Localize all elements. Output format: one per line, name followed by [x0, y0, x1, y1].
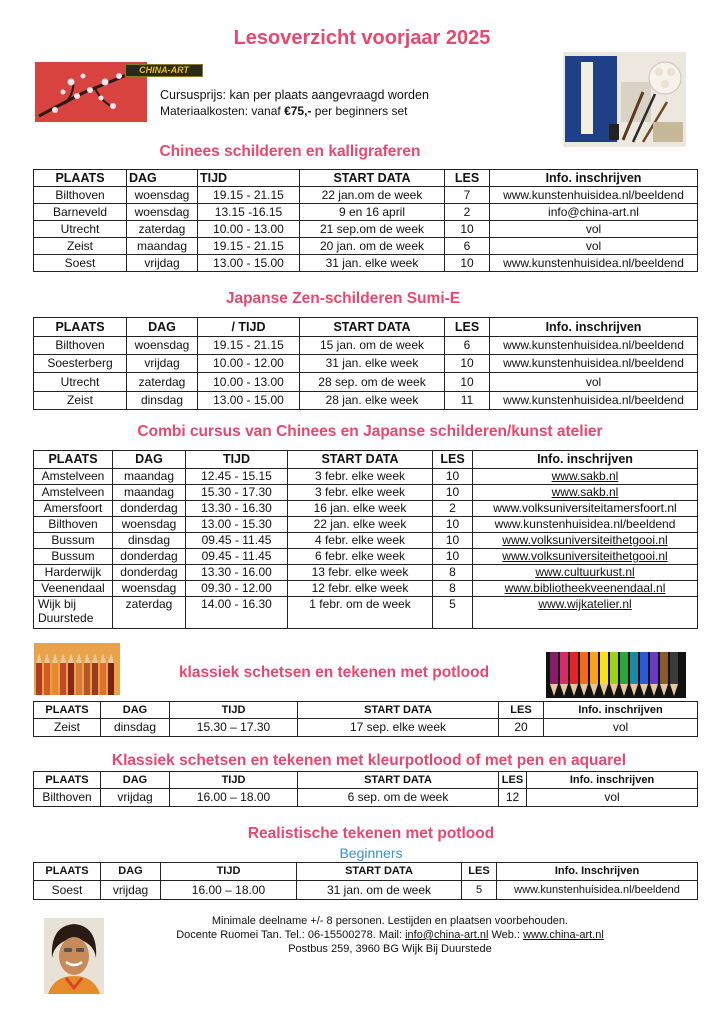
colored-pencils-icon [546, 652, 686, 698]
info-link[interactable]: www.kunstenhuisidea.nl/beeldend [473, 517, 698, 533]
col-dag: DAG [127, 170, 198, 187]
col-info: Info. inschrijven [544, 702, 698, 719]
table-row: Amstelveen maandag 15.30 - 17.30 3 febr. elke week 10 www.sakb.nl [34, 485, 698, 501]
col-plaats: PLAATS [34, 772, 101, 789]
col-dag: DAG [101, 772, 170, 789]
col-tijd: TIJD [170, 772, 298, 789]
table-row: Barneveld woensdag 13.15 -16.15 9 en 16 april 2 info@china-art.nl [34, 204, 698, 221]
info-link[interactable]: www.volksuniversiteithetgooi.nl [473, 533, 698, 549]
table-color-pencil [33, 771, 698, 807]
col-tijd: TIJD [170, 702, 298, 719]
website-link[interactable]: www.china-art.nl [523, 929, 604, 941]
col-plaats: PLAATS [34, 863, 101, 881]
portrait-icon [44, 918, 104, 994]
table-row: Soesterberg vrijdag 10.00 - 12.00 31 jan. elke week 10 www.kunstenhuisidea.nl/beeldend [34, 355, 698, 373]
info-link[interactable]: www.kunstenhuisidea.nl/beeldend [490, 187, 698, 204]
table-row: Bussum dinsdag 09.45 - 11.45 4 febr. elke week 10 www.volksuniversiteithetgooi.nl [34, 533, 698, 549]
table-chinese [33, 169, 698, 272]
info-link[interactable]: www.volksuniversiteithetgooi.nl [473, 549, 698, 565]
table-header-row [34, 318, 698, 337]
table-header-row [34, 451, 698, 469]
teacher-portrait [44, 918, 104, 994]
col-tijd: TIJD [161, 863, 297, 881]
col-les: LES [499, 772, 527, 789]
col-info: Info. inschrijven [490, 318, 698, 337]
table-row: Soest vrijdag 13.00 - 15.00 31 jan. elke week 10 www.kunstenhuisidea.nl/beeldend [34, 255, 698, 272]
section-subtitle-beginners: Beginners [339, 845, 403, 861]
info-link[interactable]: www.kunstenhuisidea.nl/beeldend [490, 392, 698, 410]
col-dag: DAG [113, 451, 186, 469]
table-row: Bilthoven woensdag 13.00 - 15.30 22 jan. elke week 10 www.kunstenhuisidea.nl/beeldend [34, 517, 698, 533]
table-row: Zeist dinsdag 15.30 – 17.30 17 sep. elke week 20 vol [34, 719, 698, 737]
col-plaats: PLAATS [34, 702, 101, 719]
col-les: LES [462, 863, 497, 881]
section-title-combi: Combi cursus van Chinees en Japanse schilderen/kunst atelier [137, 423, 603, 440]
col-plaats: PLAATS [34, 451, 113, 469]
col-tijd: / TIJD [198, 318, 300, 337]
table-row: Bilthoven woensdag 19.15 - 21.15 15 jan. om de week 6 www.kunstenhuisidea.nl/beeldend [34, 337, 698, 355]
col-dag: DAG [101, 863, 161, 881]
info-link[interactable]: www.wijkatelier.nl [473, 597, 698, 629]
table-header-row [34, 863, 698, 881]
info-link[interactable]: www.sakb.nl [473, 485, 698, 501]
col-dag: DAG [127, 318, 198, 337]
table-japanese [33, 317, 698, 410]
table-row: Bilthoven vrijdag 16.00 – 18.00 6 sep. om de week 12 vol [34, 789, 698, 807]
col-start: START DATA [298, 702, 499, 719]
table-row: Bilthoven woensdag 19.15 - 21.15 22 jan.om de week 7 www.kunstenhuisidea.nl/beeldend [34, 187, 698, 204]
section-title-color-pencil: Klassiek schetsen en tekenen met kleurpotlood of met pen en aquarel [111, 752, 627, 769]
table-header-row [34, 702, 698, 719]
brushes-icon [563, 52, 686, 147]
col-les: LES [445, 318, 490, 337]
table-row: Utrecht zaterdag 10.00 - 13.00 28 sep. om de week 10 vol [34, 373, 698, 392]
col-tijd: TIJD [186, 451, 288, 469]
page-title: Lesoverzicht voorjaar 2025 [233, 27, 491, 49]
table-row: Zeist dinsdag 13.00 - 15.00 28 jan. elke week 11 www.kunstenhuisidea.nl/beeldend [34, 392, 698, 410]
col-info: Info. Inschrijven [497, 863, 698, 881]
col-info: Info. inschrijven [490, 170, 698, 187]
footer [120, 914, 660, 956]
section-title-realistic: Realistische tekenen met potlood [247, 825, 495, 842]
col-start: START DATA [288, 451, 433, 469]
china-art-logo [125, 64, 203, 77]
table-combi [33, 450, 698, 629]
table-row: Soest vrijdag 16.00 – 18.00 31 jan. om de week 5 www.kunstenhuisidea.nl/beeldend [34, 881, 698, 900]
table-row: Bussum donderdag 09.45 - 11.45 6 febr. elke week 10 www.volksuniversiteithetgooi.nl [34, 549, 698, 565]
info-link[interactable]: www.kunstenhuisidea.nl/beeldend [497, 881, 698, 900]
col-plaats: PLAATS [34, 318, 127, 337]
course-price-line: Cursusprijs: kan per plaats aangevraagd worden [160, 88, 429, 102]
footer-line-2: Docente Ruomei Tan. Tel.: 06-15500278. Mail: info@china-art.nl Web.: www.china-art.nl [176, 929, 604, 941]
col-plaats: PLAATS [34, 170, 127, 187]
info-link[interactable]: www.cultuurkust.nl [473, 565, 698, 581]
table-row: Veenendaal woensdag 09.30 - 12.00 12 febr. elke week 8 www.bibliotheekveenendaal.nl [34, 581, 698, 597]
col-dag: DAG [101, 702, 170, 719]
info-link[interactable]: info@china-art.nl [490, 204, 698, 221]
calligraphy-tools-image [563, 52, 686, 147]
info-link[interactable]: www.bibliotheekveenendaal.nl [473, 581, 698, 597]
table-header-row [34, 772, 698, 789]
table-realistic [33, 862, 698, 900]
pencils-image-right [546, 652, 686, 698]
material-price: €75,- [284, 104, 312, 118]
table-row: Amstelveen maandag 12.45 - 15.15 3 febr. elke week 10 www.sakb.nl [34, 469, 698, 485]
col-start: START DATA [297, 863, 462, 881]
col-info: Info. inschrijven [473, 451, 698, 469]
material-costs-line: Materiaalkosten: vanaf €75,- per beginners set [160, 104, 408, 118]
info-link[interactable]: www.volksuniversiteitamersfoort.nl [473, 501, 698, 517]
info-link[interactable]: www.kunstenhuisidea.nl/beeldend [490, 255, 698, 272]
col-start: START DATA [300, 318, 445, 337]
table-sketch-pencil [33, 701, 698, 737]
col-tijd: TIJD [198, 170, 300, 187]
info-link[interactable]: www.kunstenhuisidea.nl/beeldend [490, 337, 698, 355]
info-link[interactable]: www.sakb.nl [473, 469, 698, 485]
table-row: Utrecht zaterdag 10.00 - 13.00 21 sep.om de week 10 vol [34, 221, 698, 238]
section-title-japanese: Japanse Zen-schilderen Sumi-E [225, 290, 461, 307]
footer-line-1: Minimale deelname +/- 8 personen. Lestijden en plaatsen voorbehouden. [211, 915, 569, 927]
table-row: Zeist maandag 19.15 - 21.15 20 jan. om de week 6 vol [34, 238, 698, 255]
col-start: START DATA [298, 772, 499, 789]
table-row: Harderwijk donderdag 13.30 - 16.00 13 febr. elke week 8 www.cultuurkust.nl [34, 565, 698, 581]
intro-text [160, 87, 520, 119]
col-les: LES [445, 170, 490, 187]
col-info: Info. inschrijven [527, 772, 698, 789]
section-title-sketch-pencil: klassiek schetsen en tekenen met potlood [178, 664, 490, 681]
section-title-chinese: Chinees schilderen en kalligraferen [159, 143, 421, 160]
email-link[interactable]: info@china-art.nl [405, 929, 489, 941]
footer-line-3: Postbus 259, 3960 BG Wijk Bij Duurstede [288, 943, 492, 955]
col-les: LES [499, 702, 544, 719]
col-start: START DATA [300, 170, 445, 187]
table-row: Wijk bij Duurstede zaterdag 14.00 - 16.30 1 febr. om de week 5 www.wijkatelier.nl [34, 597, 698, 629]
table-header-row [34, 170, 698, 187]
logo-text: CHINA-ART [139, 65, 189, 75]
info-link[interactable]: www.kunstenhuisidea.nl/beeldend [490, 355, 698, 373]
col-les: LES [433, 451, 473, 469]
table-row: Amersfoort donderdag 13.30 - 16.30 16 jan. elke week 2 www.volksuniversiteitamersfoort.nl [34, 501, 698, 517]
